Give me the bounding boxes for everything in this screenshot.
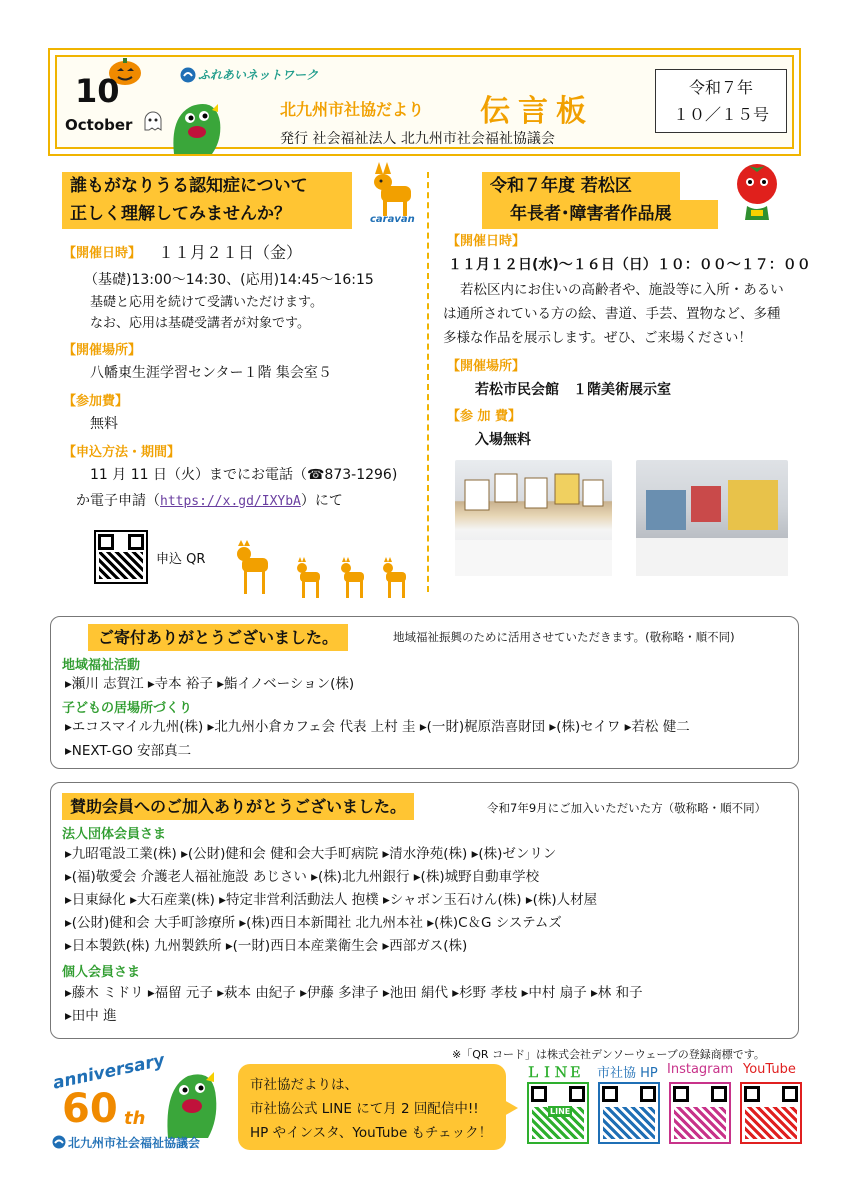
exhibit-desc-3: 多様な作品を展示します。ぜひ、ご来場ください！	[443, 330, 752, 346]
note-2: なお、応用は基礎受講者が対象です。	[90, 316, 310, 331]
issue-era: 令和７年	[688, 78, 753, 97]
issue-number: １０／１５号	[672, 105, 769, 124]
exhibit-photo-1	[455, 460, 612, 576]
ghost-icon	[143, 110, 163, 132]
sns-line-label: ＬＩＮＥ	[526, 1065, 582, 1081]
dementia-title: 誰もがなりうる認知症について	[62, 172, 352, 201]
sns-hp-label: 市社協 HP	[597, 1066, 658, 1081]
qr-label: 申込 QR	[156, 552, 206, 567]
apply-line-1: 11 月 11 日（火）までにお電話（☎873-1296)	[90, 467, 398, 483]
youtube-qr-code[interactable]	[740, 1082, 802, 1144]
exhibit-desc-1: 若松区内にお住いの高齢者や、施設等に入所・あるい	[460, 282, 784, 298]
members-line-5: ▸日本製鉄(株) 九州製鉄所 ▸(一財)西日本産業衛生会 ▸西部ガス(株)	[65, 938, 468, 954]
exhibit-fee-label: 【参 加 費】	[447, 409, 522, 424]
org-logo-icon	[52, 1134, 66, 1148]
column-divider	[427, 172, 429, 592]
green-mascot-icon	[166, 96, 226, 154]
date-label: 【開催日時】	[63, 246, 142, 261]
place-label: 【開催場所】	[63, 343, 142, 358]
month-name: October	[65, 116, 133, 134]
month-number: 10	[75, 72, 120, 110]
network-logo-icon	[180, 67, 196, 83]
th-suffix: th	[124, 1108, 146, 1129]
donkeys-illustration	[232, 540, 422, 604]
exhibit-title-line1: 令和７年度 若松区	[482, 172, 680, 201]
caravan-label: caravan	[370, 214, 415, 225]
publisher: 発行 社会福祉法人 北九州市社会福祉協議会	[280, 131, 555, 147]
network-name: ふれあいネットワーク	[198, 68, 319, 82]
members-line-6: ▸藤木 ミドリ ▸福留 元子 ▸萩本 由紀子 ▸伊藤 多津子 ▸池田 絹代 ▸杉野 孝枝 ▸中村 扇子 ▸林 和子	[65, 985, 643, 1001]
exhibit-desc-2: は通所されている方の絵、書道、手芸、置物など、多種	[443, 306, 781, 322]
sixty-number: 60	[62, 1086, 118, 1132]
org-name: 北九州市社会福祉協議会	[68, 1136, 201, 1150]
members-line-3: ▸日東緑化 ▸大石産業(株) ▸特定非営利活動法人 抱樸 ▸シャボン玉石けん(株) ▸(株)人材屋	[65, 892, 598, 908]
fee-value: 無料	[90, 416, 118, 432]
members-cat2: 個人会員さま	[62, 965, 141, 980]
apply-link[interactable]: https://x.gd/IXYbA	[160, 494, 301, 509]
members-line-7: ▸田中 進	[65, 1008, 117, 1024]
members-line-4: ▸(公財)健和会 大手町診療所 ▸(株)西日本新聞社 北九州本社 ▸(株)C＆G システムズ	[65, 915, 562, 931]
donation-cat2: 子どもの居場所づくり	[62, 701, 193, 716]
exhibit-date-value: １１月１２日(水)～１６日（日）１０：００～１７：００	[448, 257, 811, 273]
donation-cat2-line1: ▸エコスマイル九州(株) ▸北九州小倉カフェ会 代表 上村 圭 ▸(一財)梶原浩喜財団 ▸(株)セイワ ▸若松 健二	[65, 719, 690, 735]
bubble-line-1: 市社協だよりは、	[250, 1077, 358, 1093]
donation-cat1: 地域福祉活動	[62, 658, 141, 673]
fee-label: 【参加費】	[63, 394, 129, 409]
donation-cat2-line2: ▸NEXT-GO 安部真二	[65, 743, 192, 759]
bubble-line-3: HP やインスタ、YouTube もチェック！	[250, 1125, 493, 1141]
bubble-line-2: 市社協公式 LINE にて月 2 回配信中!!	[250, 1101, 479, 1117]
members-title: 賛助会員へのご加入ありがとうございました。	[62, 793, 414, 820]
members-line-1: ▸九昭電設工業(株) ▸(公財)健和会 健和会大手町病院 ▸清水浄苑(株) ▸(株)ゼンリン	[65, 846, 557, 862]
issue-box	[655, 69, 787, 133]
place-value: 八幡東生涯学習センター１階 集会室５	[90, 365, 332, 381]
donation-subtitle: 地域福祉振興のために活用させていただきます。(敬称略・順不同)	[393, 630, 735, 644]
donation-cat1-line: ▸瀬川 志賀江 ▸寺本 裕子 ▸鮨イノベーション(株)	[65, 676, 355, 692]
note-1: 基礎と応用を続けて受講いただけます。	[90, 295, 323, 310]
exhibit-place-value: 若松市民会館 １階美術展示室	[475, 382, 671, 398]
line-qr-center: LINE	[550, 1107, 571, 1116]
apply-qr-code[interactable]	[94, 530, 148, 584]
exhibit-fee-value: 入場無料	[475, 432, 531, 448]
instagram-qr-code[interactable]	[669, 1082, 731, 1144]
sns-insta-label: Instagram	[667, 1062, 734, 1077]
time-text: （基礎)13:00～14:30、(応用)14:45～16:15	[84, 272, 374, 288]
apply-line-2: か電子申請（https://x.gd/IXYbA）にて	[76, 493, 343, 509]
members-line-2: ▸(福)敬愛会 介護老人福祉施設 あじさい ▸(株)北九州銀行 ▸(株)城野自動車学校	[65, 869, 540, 885]
exhibit-photo-2	[636, 460, 788, 576]
date-value: １１月２１日（金）	[158, 243, 303, 262]
exhibit-date-label: 【開催日時】	[447, 234, 526, 249]
series-title: 北九州市社協だより	[280, 100, 425, 119]
mascot-60th-icon	[158, 1062, 222, 1138]
bubble-tail	[504, 1100, 518, 1116]
board-title: 伝言板	[480, 94, 594, 129]
members-cat1: 法人団体会員さま	[62, 827, 167, 842]
dementia-title-line2: 正しく理解してみませんか？	[62, 200, 352, 229]
apply-label: 【申込方法・期間】	[63, 445, 181, 460]
members-subtitle: 令和7年9月にご加入いただいた方（敬称略・順不同）	[487, 801, 767, 815]
hp-qr-code[interactable]	[598, 1082, 660, 1144]
tomato-mascot-icon	[733, 160, 781, 226]
exhibit-title-line2: 年長者･障害者作品展	[482, 200, 718, 229]
donation-title: ご寄付ありがとうございました。	[88, 624, 348, 651]
sns-youtube-label: YouTube	[743, 1062, 796, 1077]
trademark-note: ※「QR コード」は株式会社デンソーウェーブの登録商標です。	[452, 1048, 765, 1061]
exhibit-place-label: 【開催場所】	[447, 359, 526, 374]
anniversary-label: anniversary	[51, 1050, 167, 1094]
